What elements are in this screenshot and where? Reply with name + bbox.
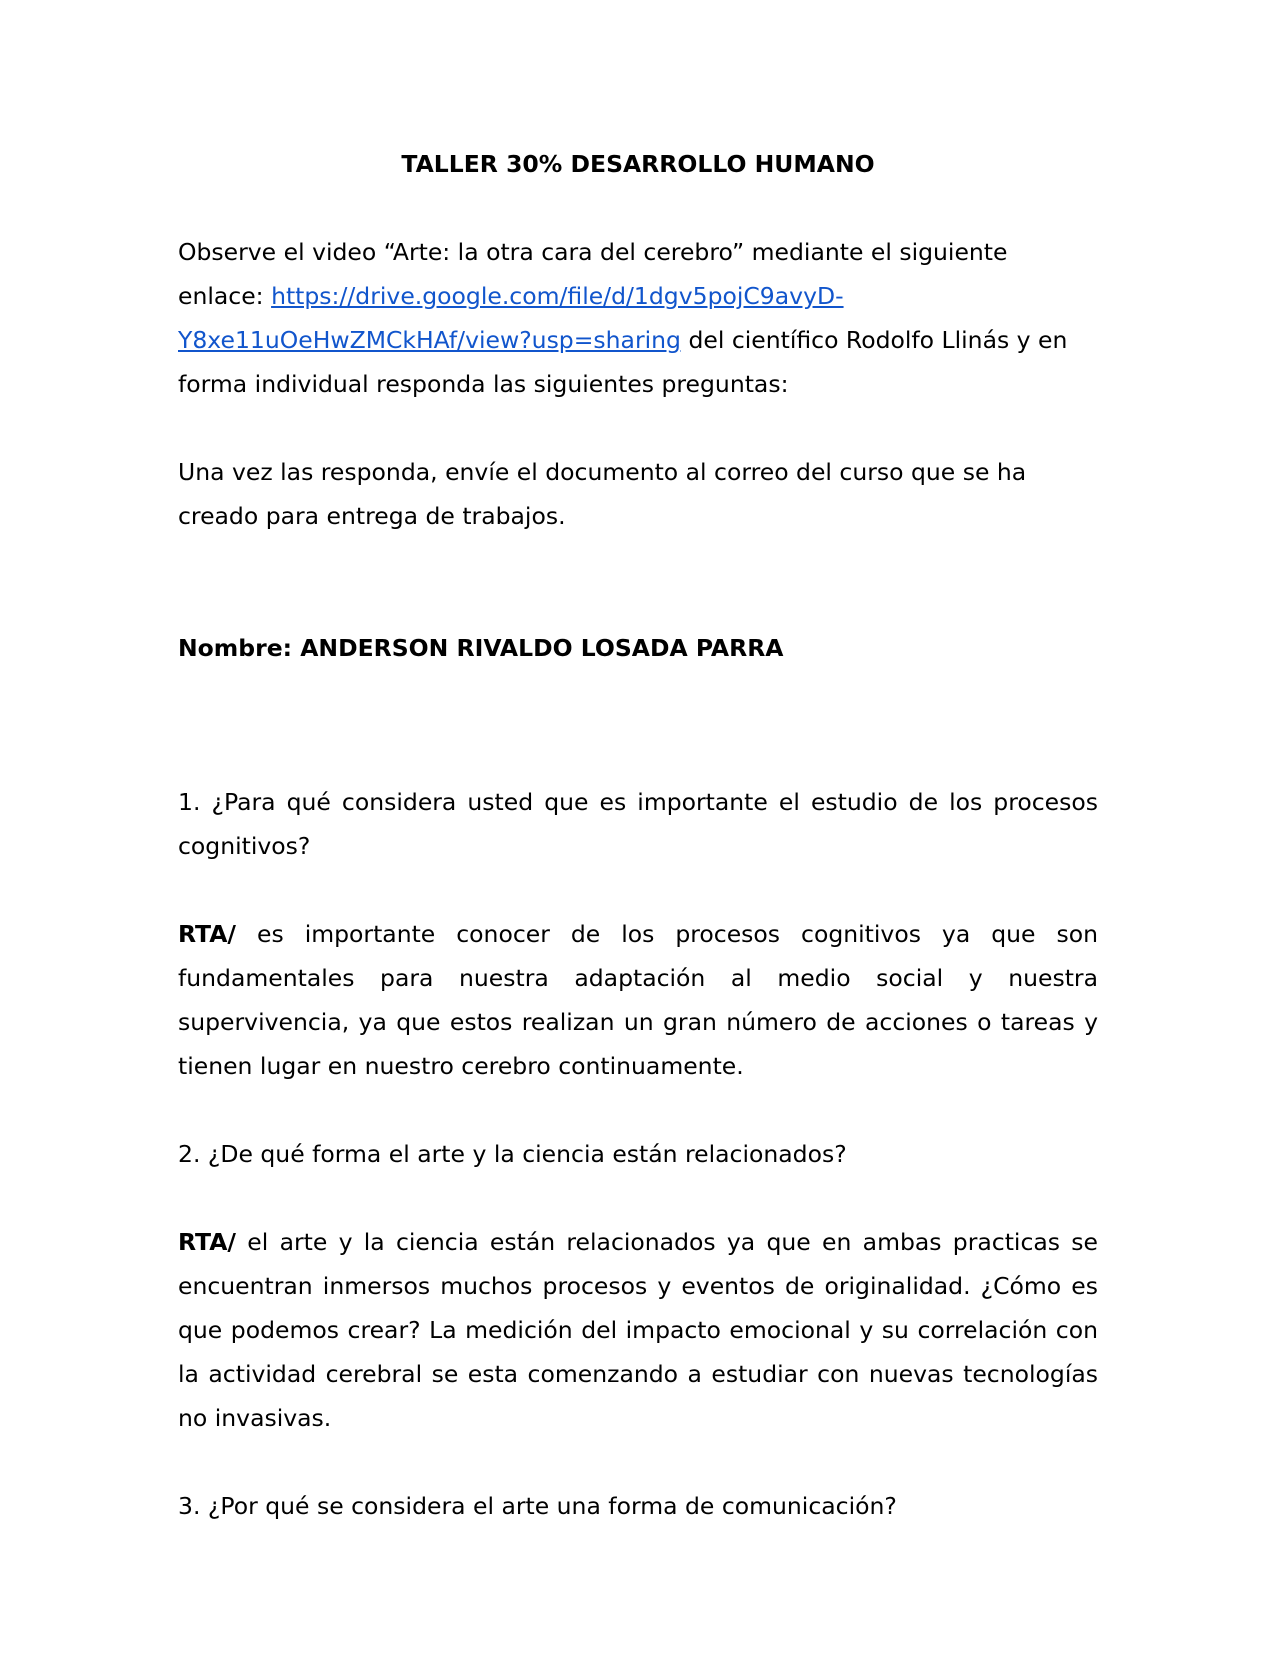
video-link-line1: https://drive.google.com/file/d/1dgv5pojC9avyD- xyxy=(271,282,844,310)
answer-1 xyxy=(178,912,1098,1088)
answer-1-label: RTA/ xyxy=(178,920,237,948)
question-3: 3. ¿Por qué se considera el arte una forma de comunicación? xyxy=(178,1492,897,1520)
video-link-line2: Y8xe11uOeHwZMCkHAf/view?usp=sharing xyxy=(178,326,681,354)
instructions-paragraph: Una vez las responda, envíe el documento al correo del curso que se ha creado para entrega de trabajos. xyxy=(178,458,1027,530)
intro-text: Observe el video “Arte: la otra cara del cerebro” mediante el siguiente enlace: xyxy=(178,238,1008,310)
answer-2 xyxy=(178,1220,1098,1440)
answer-2-label: RTA/ xyxy=(178,1228,237,1256)
student-name: Nombre: ANDERSON RIVALDO LOSADA PARRA xyxy=(178,634,784,662)
intro-paragraph xyxy=(178,230,1098,406)
question-2: 2. ¿De qué forma el arte y la ciencia están relacionados? xyxy=(178,1140,847,1168)
question-1: 1. ¿Para qué considera usted que es importante el estudio de los procesos cognitivos? xyxy=(178,788,1098,860)
document-body xyxy=(178,142,1098,1528)
intro-text-after-link: del científico Rodolfo Llinás y en forma individual responda las siguientes preguntas: xyxy=(178,326,1068,398)
answer-1-text: es importante conocer de los procesos cognitivos ya que son fundamentales para nuestra adaptación al medio social y nuestra supervivencia, ya que estos realizan un gran número de acciones o tareas y tienen lugar en nuestro cerebro continuamente. xyxy=(178,920,1098,1080)
answer-2-text: el arte y la ciencia están relacionados ya que en ambas practicas se encuentran inmersos muchos procesos y eventos de originalidad. ¿Cómo es que podemos crear? La medición del impacto emocional y su correlación con la actividad cerebral se esta comenzando a estudiar con nuevas tecnologías no invasivas. xyxy=(178,1228,1098,1432)
document-title: TALLER 30% DESARROLLO HUMANO xyxy=(401,150,875,178)
